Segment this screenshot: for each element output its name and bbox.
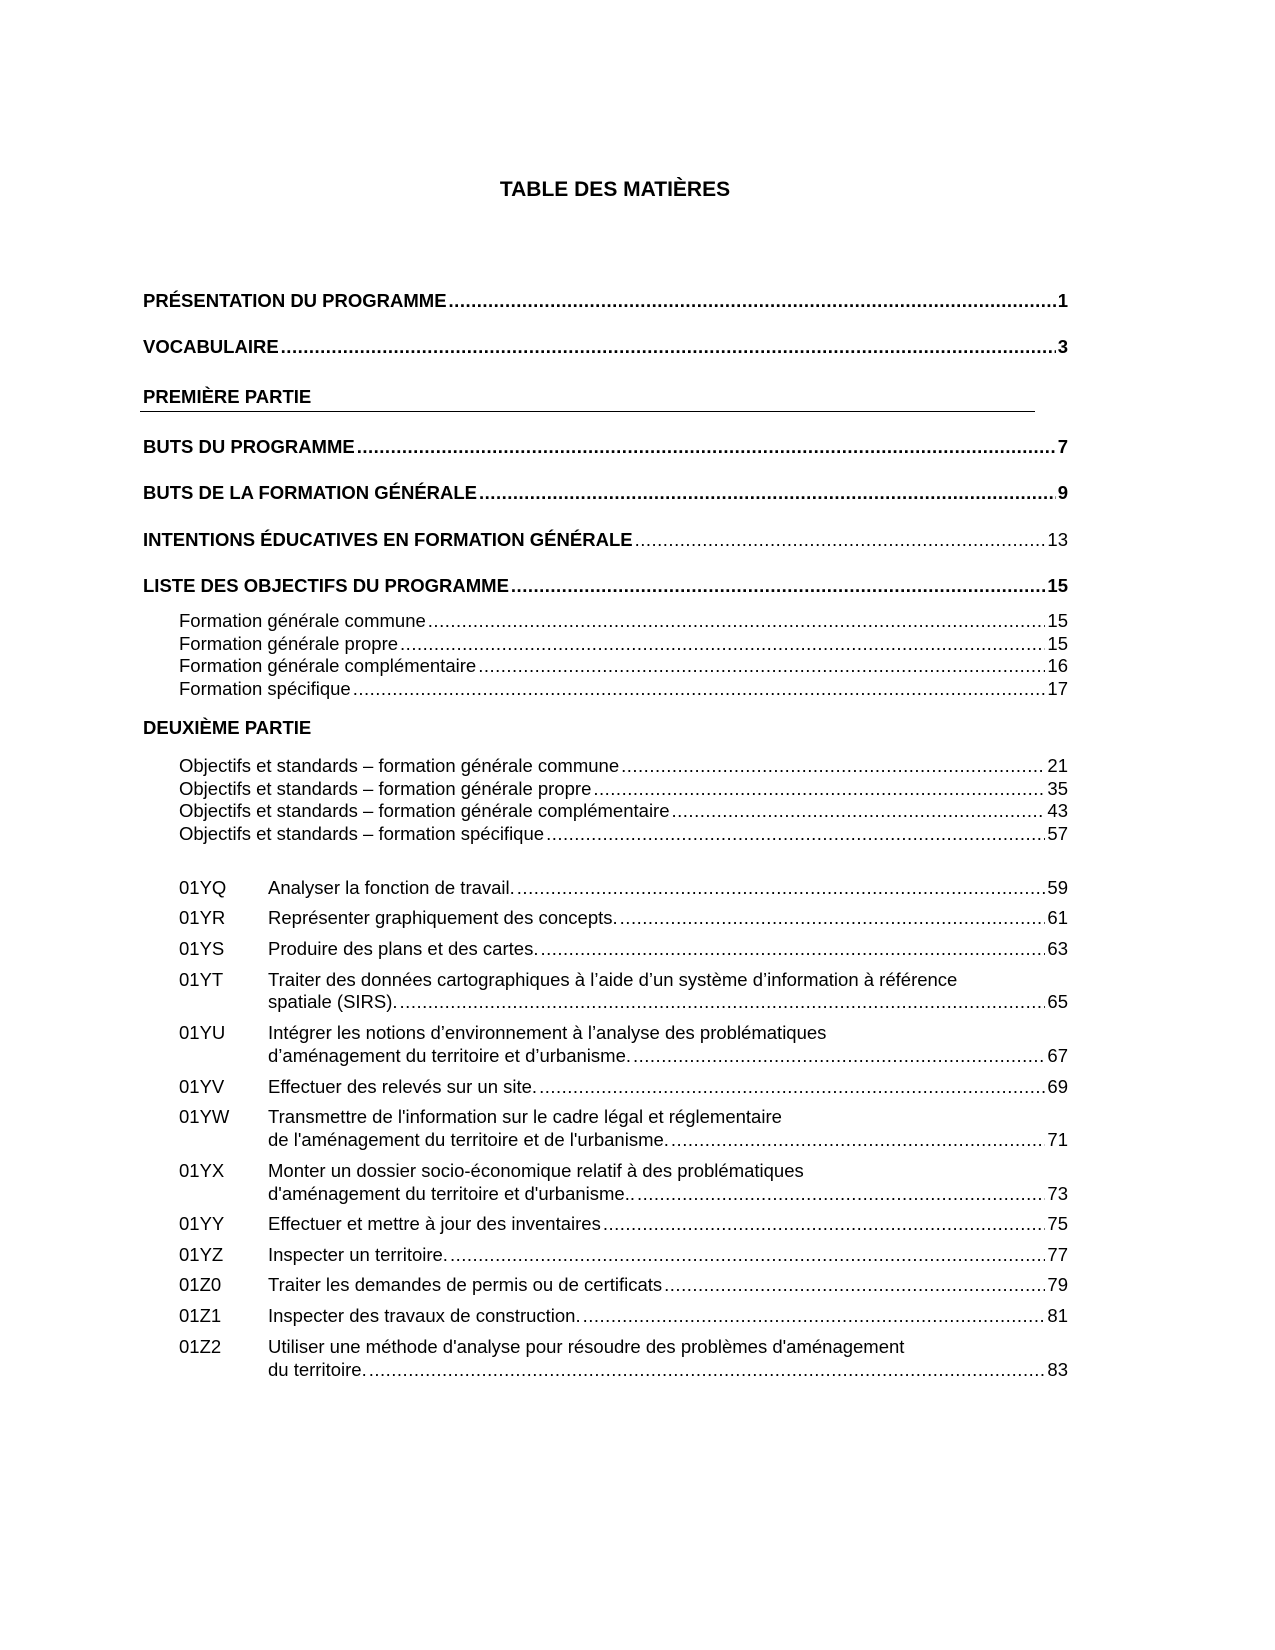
competency-code: 01YY bbox=[179, 1213, 225, 1234]
competency-title: Effectuer des relevés sur un site. bbox=[268, 1076, 538, 1097]
toc-entry-page: 9 bbox=[1057, 482, 1068, 503]
dot-leader bbox=[357, 436, 1056, 458]
competency-code: 01YV bbox=[179, 1076, 225, 1097]
competency-entry[interactable] bbox=[268, 907, 1068, 929]
toc-subentry[interactable] bbox=[179, 823, 1068, 845]
dot-leader bbox=[450, 1244, 1045, 1266]
toc-subentry[interactable] bbox=[179, 678, 1068, 700]
competency-code: 01YS bbox=[179, 938, 225, 959]
competency-page: 69 bbox=[1047, 1076, 1068, 1097]
toc-entry-page: 3 bbox=[1057, 336, 1068, 357]
competency-entry[interactable] bbox=[268, 1274, 1068, 1296]
competency-title-line1: Intégrer les notions d’environnement à l’analyse des problématiques bbox=[268, 1022, 827, 1043]
competency-entry[interactable] bbox=[268, 1244, 1068, 1266]
competency-page: 65 bbox=[1047, 991, 1068, 1012]
competency-code: 01YZ bbox=[179, 1244, 224, 1265]
dot-leader bbox=[664, 1274, 1045, 1296]
dot-leader bbox=[511, 575, 1046, 597]
dot-leader bbox=[517, 877, 1046, 899]
competency-page: 61 bbox=[1047, 907, 1068, 928]
dot-leader bbox=[620, 907, 1046, 929]
page-title: TABLE DES MATIÈRES bbox=[499, 178, 731, 201]
competency-entry[interactable] bbox=[268, 1305, 1068, 1327]
toc-subentry-page: 15 bbox=[1047, 633, 1068, 654]
toc-entry-label: PRÉSENTATION DU PROGRAMME bbox=[143, 290, 447, 311]
competency-title-line1: Transmettre de l'information sur le cadre légal et réglementaire bbox=[268, 1106, 782, 1127]
toc-subentry[interactable] bbox=[179, 655, 1068, 677]
competency-entry[interactable] bbox=[268, 877, 1068, 899]
toc-subentry-label: Formation générale commune bbox=[179, 610, 426, 631]
dot-leader bbox=[546, 823, 1045, 845]
toc-entry-label: INTENTIONS ÉDUCATIVES EN FORMATION GÉNÉRALE bbox=[143, 529, 633, 550]
toc-subentry-page: 16 bbox=[1047, 655, 1068, 676]
competency-code: 01YX bbox=[179, 1160, 225, 1181]
dot-leader bbox=[583, 1305, 1046, 1327]
dot-leader bbox=[449, 290, 1056, 312]
toc-entry-label: BUTS DE LA FORMATION GÉNÉRALE bbox=[143, 482, 478, 503]
competency-code: 01YQ bbox=[179, 877, 227, 898]
toc-entry[interactable] bbox=[143, 529, 1068, 551]
competency-entry[interactable] bbox=[268, 1359, 1068, 1381]
competency-title: de l'aménagement du territoire et de l'urbanisme. bbox=[268, 1129, 669, 1150]
dot-leader bbox=[400, 633, 1045, 655]
competency-page: 83 bbox=[1047, 1359, 1068, 1380]
competency-title: Représenter graphiquement des concepts. bbox=[268, 907, 618, 928]
toc-subentry-page: 57 bbox=[1047, 823, 1068, 844]
competency-page: 75 bbox=[1047, 1213, 1068, 1234]
toc-subentry[interactable] bbox=[179, 633, 1068, 655]
dot-leader bbox=[400, 991, 1046, 1013]
toc-entry-label: BUTS DU PROGRAMME bbox=[143, 436, 355, 457]
dot-leader bbox=[671, 1129, 1046, 1151]
dot-leader bbox=[637, 1183, 1045, 1205]
toc-subentry-page: 17 bbox=[1047, 678, 1068, 699]
toc-entry-page: 15 bbox=[1047, 575, 1068, 596]
toc-entry-page: 1 bbox=[1057, 290, 1068, 311]
competency-page: 77 bbox=[1047, 1244, 1068, 1265]
dot-leader bbox=[428, 610, 1046, 632]
dot-leader bbox=[353, 678, 1046, 700]
competency-title: Inspecter un territoire. bbox=[268, 1244, 448, 1265]
toc-entry[interactable] bbox=[143, 336, 1068, 358]
toc-subentry-label: Objectifs et standards – formation générale commune bbox=[179, 755, 620, 776]
dot-leader bbox=[479, 482, 1056, 504]
competency-title: du territoire. bbox=[268, 1359, 367, 1380]
toc-subentry-page: 35 bbox=[1047, 778, 1068, 799]
competency-title: Produire des plans et des cartes. bbox=[268, 938, 539, 959]
dot-leader bbox=[478, 655, 1045, 677]
toc-subentry-label: Objectifs et standards – formation générale propre bbox=[179, 778, 592, 799]
toc-entry-page: 13 bbox=[1047, 529, 1068, 550]
toc-subentry[interactable] bbox=[179, 610, 1068, 632]
toc-subentry-label: Objectifs et standards – formation spécifique bbox=[179, 823, 545, 844]
competency-code: 01Z1 bbox=[179, 1305, 222, 1326]
toc-entry[interactable] bbox=[143, 575, 1068, 597]
toc-subentry-label: Objectifs et standards – formation générale complémentaire bbox=[179, 800, 670, 821]
competency-page: 73 bbox=[1047, 1183, 1068, 1204]
competency-title: d’aménagement du territoire et d’urbanisme. bbox=[268, 1045, 631, 1066]
dot-leader bbox=[603, 1213, 1046, 1235]
competency-code: 01YR bbox=[179, 907, 226, 928]
competency-page: 67 bbox=[1047, 1045, 1068, 1066]
toc-entry-label: LISTE DES OBJECTIFS DU PROGRAMME bbox=[143, 575, 509, 596]
competency-entry[interactable] bbox=[268, 1129, 1068, 1151]
competency-page: 81 bbox=[1047, 1305, 1068, 1326]
competency-page: 71 bbox=[1047, 1129, 1068, 1150]
competency-entry[interactable] bbox=[268, 938, 1068, 960]
dot-leader bbox=[633, 1045, 1045, 1067]
toc-entry[interactable] bbox=[143, 290, 1068, 312]
toc-entry-page: 7 bbox=[1057, 436, 1068, 457]
competency-title: Analyser la fonction de travail. bbox=[268, 877, 515, 898]
competency-title-line1: Traiter des données cartographiques à l’aide d’un système d’information à référence bbox=[268, 969, 958, 990]
competency-title: Effectuer et mettre à jour des inventaires bbox=[268, 1213, 601, 1234]
competency-title: Inspecter des travaux de construction. bbox=[268, 1305, 581, 1326]
section-heading-part1: PREMIÈRE PARTIE bbox=[143, 386, 312, 407]
section-divider bbox=[140, 411, 1035, 412]
dot-leader bbox=[281, 336, 1056, 358]
competency-title: Traiter les demandes de permis ou de certificats bbox=[268, 1274, 663, 1295]
dot-leader bbox=[540, 938, 1045, 960]
toc-subentry[interactable] bbox=[179, 800, 1068, 822]
toc-subentry[interactable] bbox=[179, 755, 1068, 777]
dot-leader bbox=[621, 755, 1045, 777]
competency-entry[interactable] bbox=[268, 1045, 1068, 1067]
toc-subentry-label: Formation générale complémentaire bbox=[179, 655, 477, 676]
toc-subentry-page: 21 bbox=[1047, 755, 1068, 776]
competency-page: 63 bbox=[1047, 938, 1068, 959]
competency-title-line1: Utiliser une méthode d'analyse pour résoudre des problèmes d'aménagement bbox=[268, 1336, 905, 1357]
toc-entry[interactable] bbox=[143, 436, 1068, 458]
competency-code: 01YU bbox=[179, 1022, 226, 1043]
competency-code: 01YW bbox=[179, 1106, 230, 1127]
toc-subentry-label: Formation générale propre bbox=[179, 633, 399, 654]
dot-leader bbox=[539, 1076, 1045, 1098]
competency-title: spatiale (SIRS). bbox=[268, 991, 398, 1012]
competency-code: 01YT bbox=[179, 969, 224, 990]
toc-entry-label: VOCABULAIRE bbox=[143, 336, 279, 357]
competency-entry[interactable] bbox=[268, 1213, 1068, 1235]
toc-entry[interactable] bbox=[143, 482, 1068, 504]
toc-subentry-label: Formation spécifique bbox=[179, 678, 351, 699]
competency-title-line1: Monter un dossier socio-économique relatif à des problématiques bbox=[268, 1160, 804, 1181]
competency-page: 59 bbox=[1047, 877, 1068, 898]
competency-title: d'aménagement du territoire et d'urbanisme.. bbox=[268, 1183, 635, 1204]
toc-subentry-page: 43 bbox=[1047, 800, 1068, 821]
competency-entry[interactable] bbox=[268, 991, 1068, 1013]
toc-subentry[interactable] bbox=[179, 778, 1068, 800]
competency-entry[interactable] bbox=[268, 1076, 1068, 1098]
dot-leader bbox=[593, 778, 1045, 800]
competency-page: 79 bbox=[1047, 1274, 1068, 1295]
dot-leader bbox=[369, 1359, 1046, 1381]
competency-code: 01Z0 bbox=[179, 1274, 222, 1295]
competency-code: 01Z2 bbox=[179, 1336, 222, 1357]
section-heading-part2: DEUXIÈME PARTIE bbox=[143, 717, 312, 738]
dot-leader bbox=[672, 800, 1046, 822]
toc-subentry-page: 15 bbox=[1047, 610, 1068, 631]
competency-entry[interactable] bbox=[268, 1183, 1068, 1205]
dot-leader bbox=[635, 529, 1046, 551]
